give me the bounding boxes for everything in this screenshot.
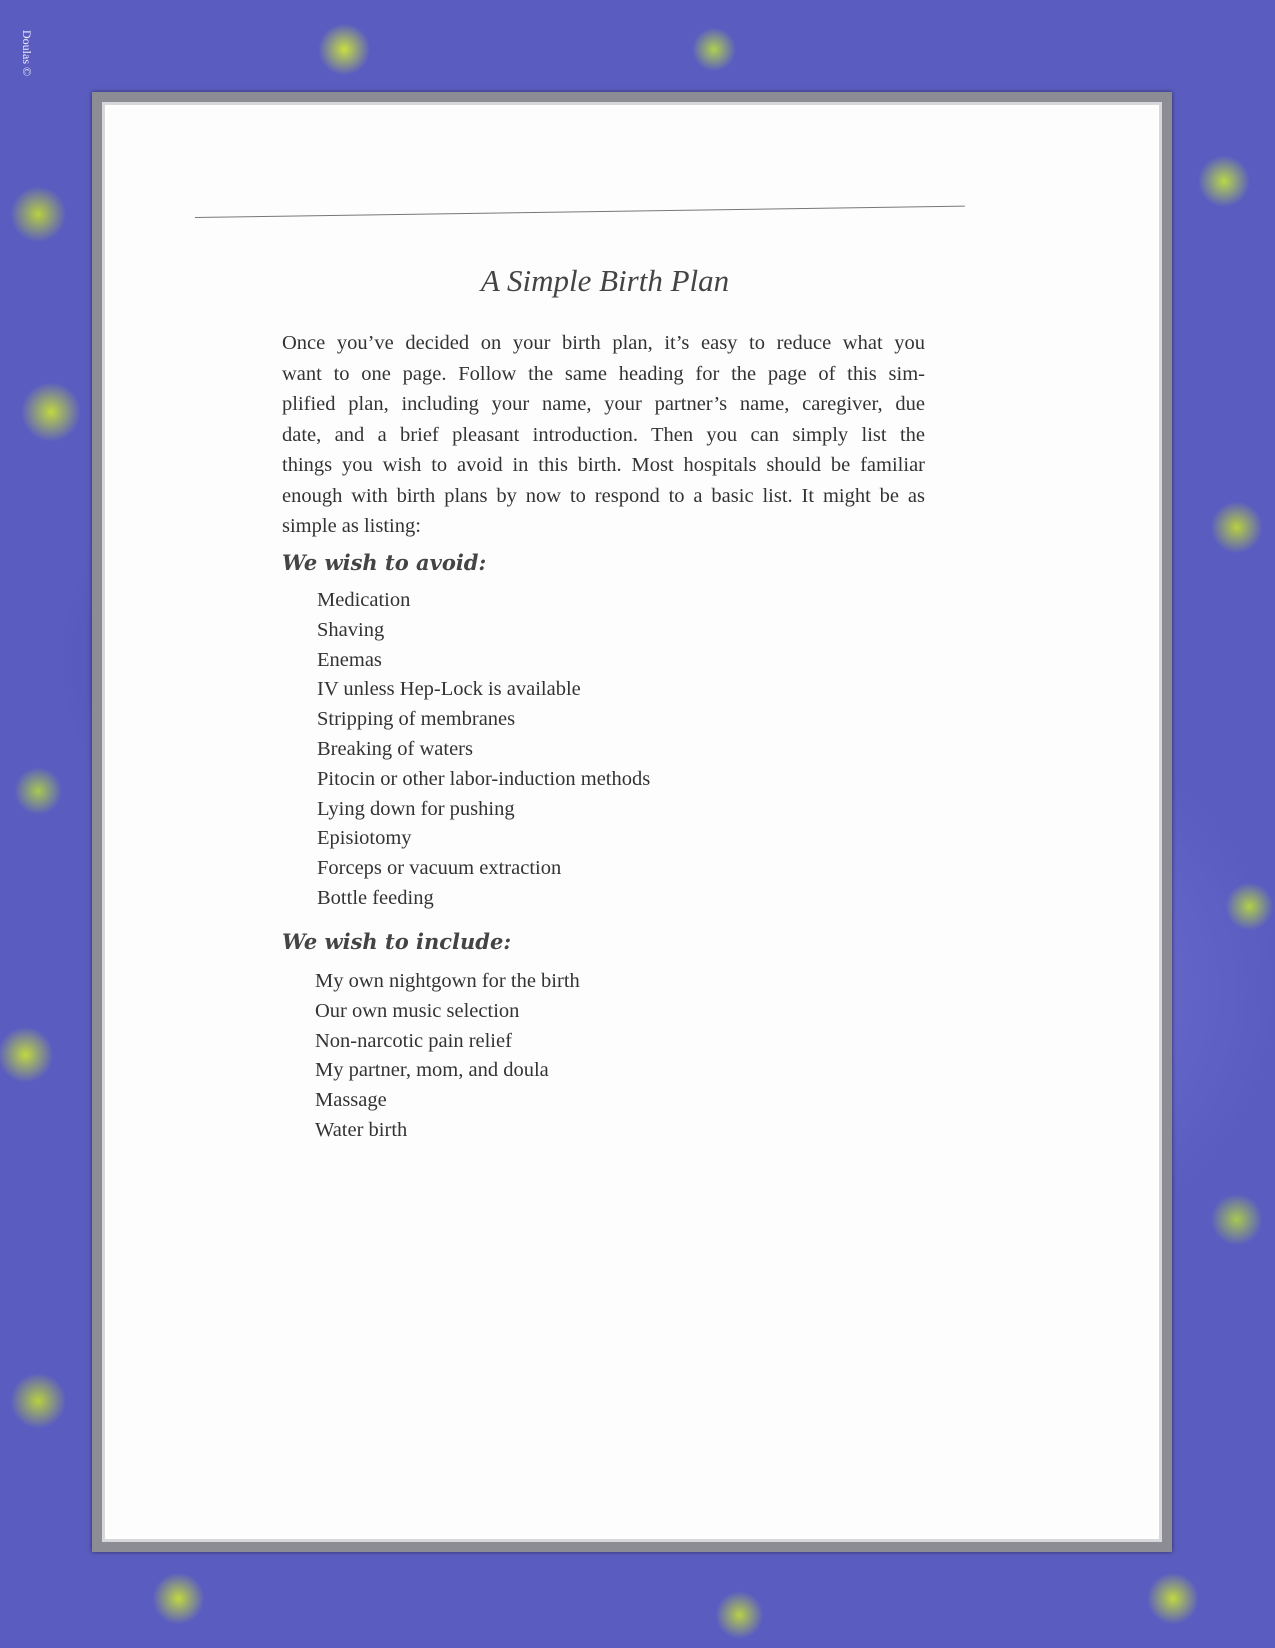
list-item: My own nightgown for the birth	[315, 970, 580, 992]
list-item: Non-narcotic pain relief	[315, 1029, 512, 1052]
list-item: IV unless Hep-Lock is available	[317, 678, 581, 701]
list-item: Forceps or vacuum extraction	[317, 857, 562, 880]
list-item: Shaving	[317, 618, 385, 641]
list-item: Stripping of membranes	[317, 708, 516, 731]
intro-line: want to one page. Follow the same heading for the page of this sim-	[282, 362, 925, 385]
list-item: Our own music selection	[315, 999, 520, 1022]
avoid-heading: We wish to avoid:	[282, 550, 487, 575]
list-item: Lying down for pushing	[317, 797, 515, 820]
list-item: Water birth	[315, 1118, 408, 1141]
intro-line: simple as listing:	[282, 515, 421, 537]
include-list	[315, 967, 580, 1146]
intro-line: plified plan, including your name, your partner’s name, caregiver, due	[282, 393, 925, 415]
list-item: Pitocin or other labor-induction methods	[317, 767, 651, 790]
list-item: Medication	[317, 589, 411, 611]
list-item: Episiotomy	[317, 827, 412, 850]
intro-line: things you wish to avoid in this birth. Most hospitals should be familiar	[282, 454, 925, 476]
intro-line: date, and a brief pleasant introduction. Then you can simply list the	[282, 423, 925, 446]
list-item: Enemas	[317, 648, 382, 671]
list-item: Massage	[315, 1089, 387, 1112]
list-item: Bottle feeding	[317, 886, 434, 909]
photo-credit: Doulas ©	[20, 30, 34, 77]
page-title: A Simple Birth Plan	[480, 263, 730, 298]
list-item: Breaking of waters	[317, 737, 473, 760]
list-item: My partner, mom, and doula	[315, 1059, 549, 1082]
intro-line: Once you’ve decided on your birth plan, it’s easy to reduce what you	[282, 332, 925, 354]
include-heading: We wish to include:	[282, 929, 512, 954]
intro-paragraph	[282, 328, 925, 542]
avoid-list	[317, 586, 650, 914]
intro-line: enough with birth plans by now to respond to a basic list. It might be as	[282, 484, 925, 507]
